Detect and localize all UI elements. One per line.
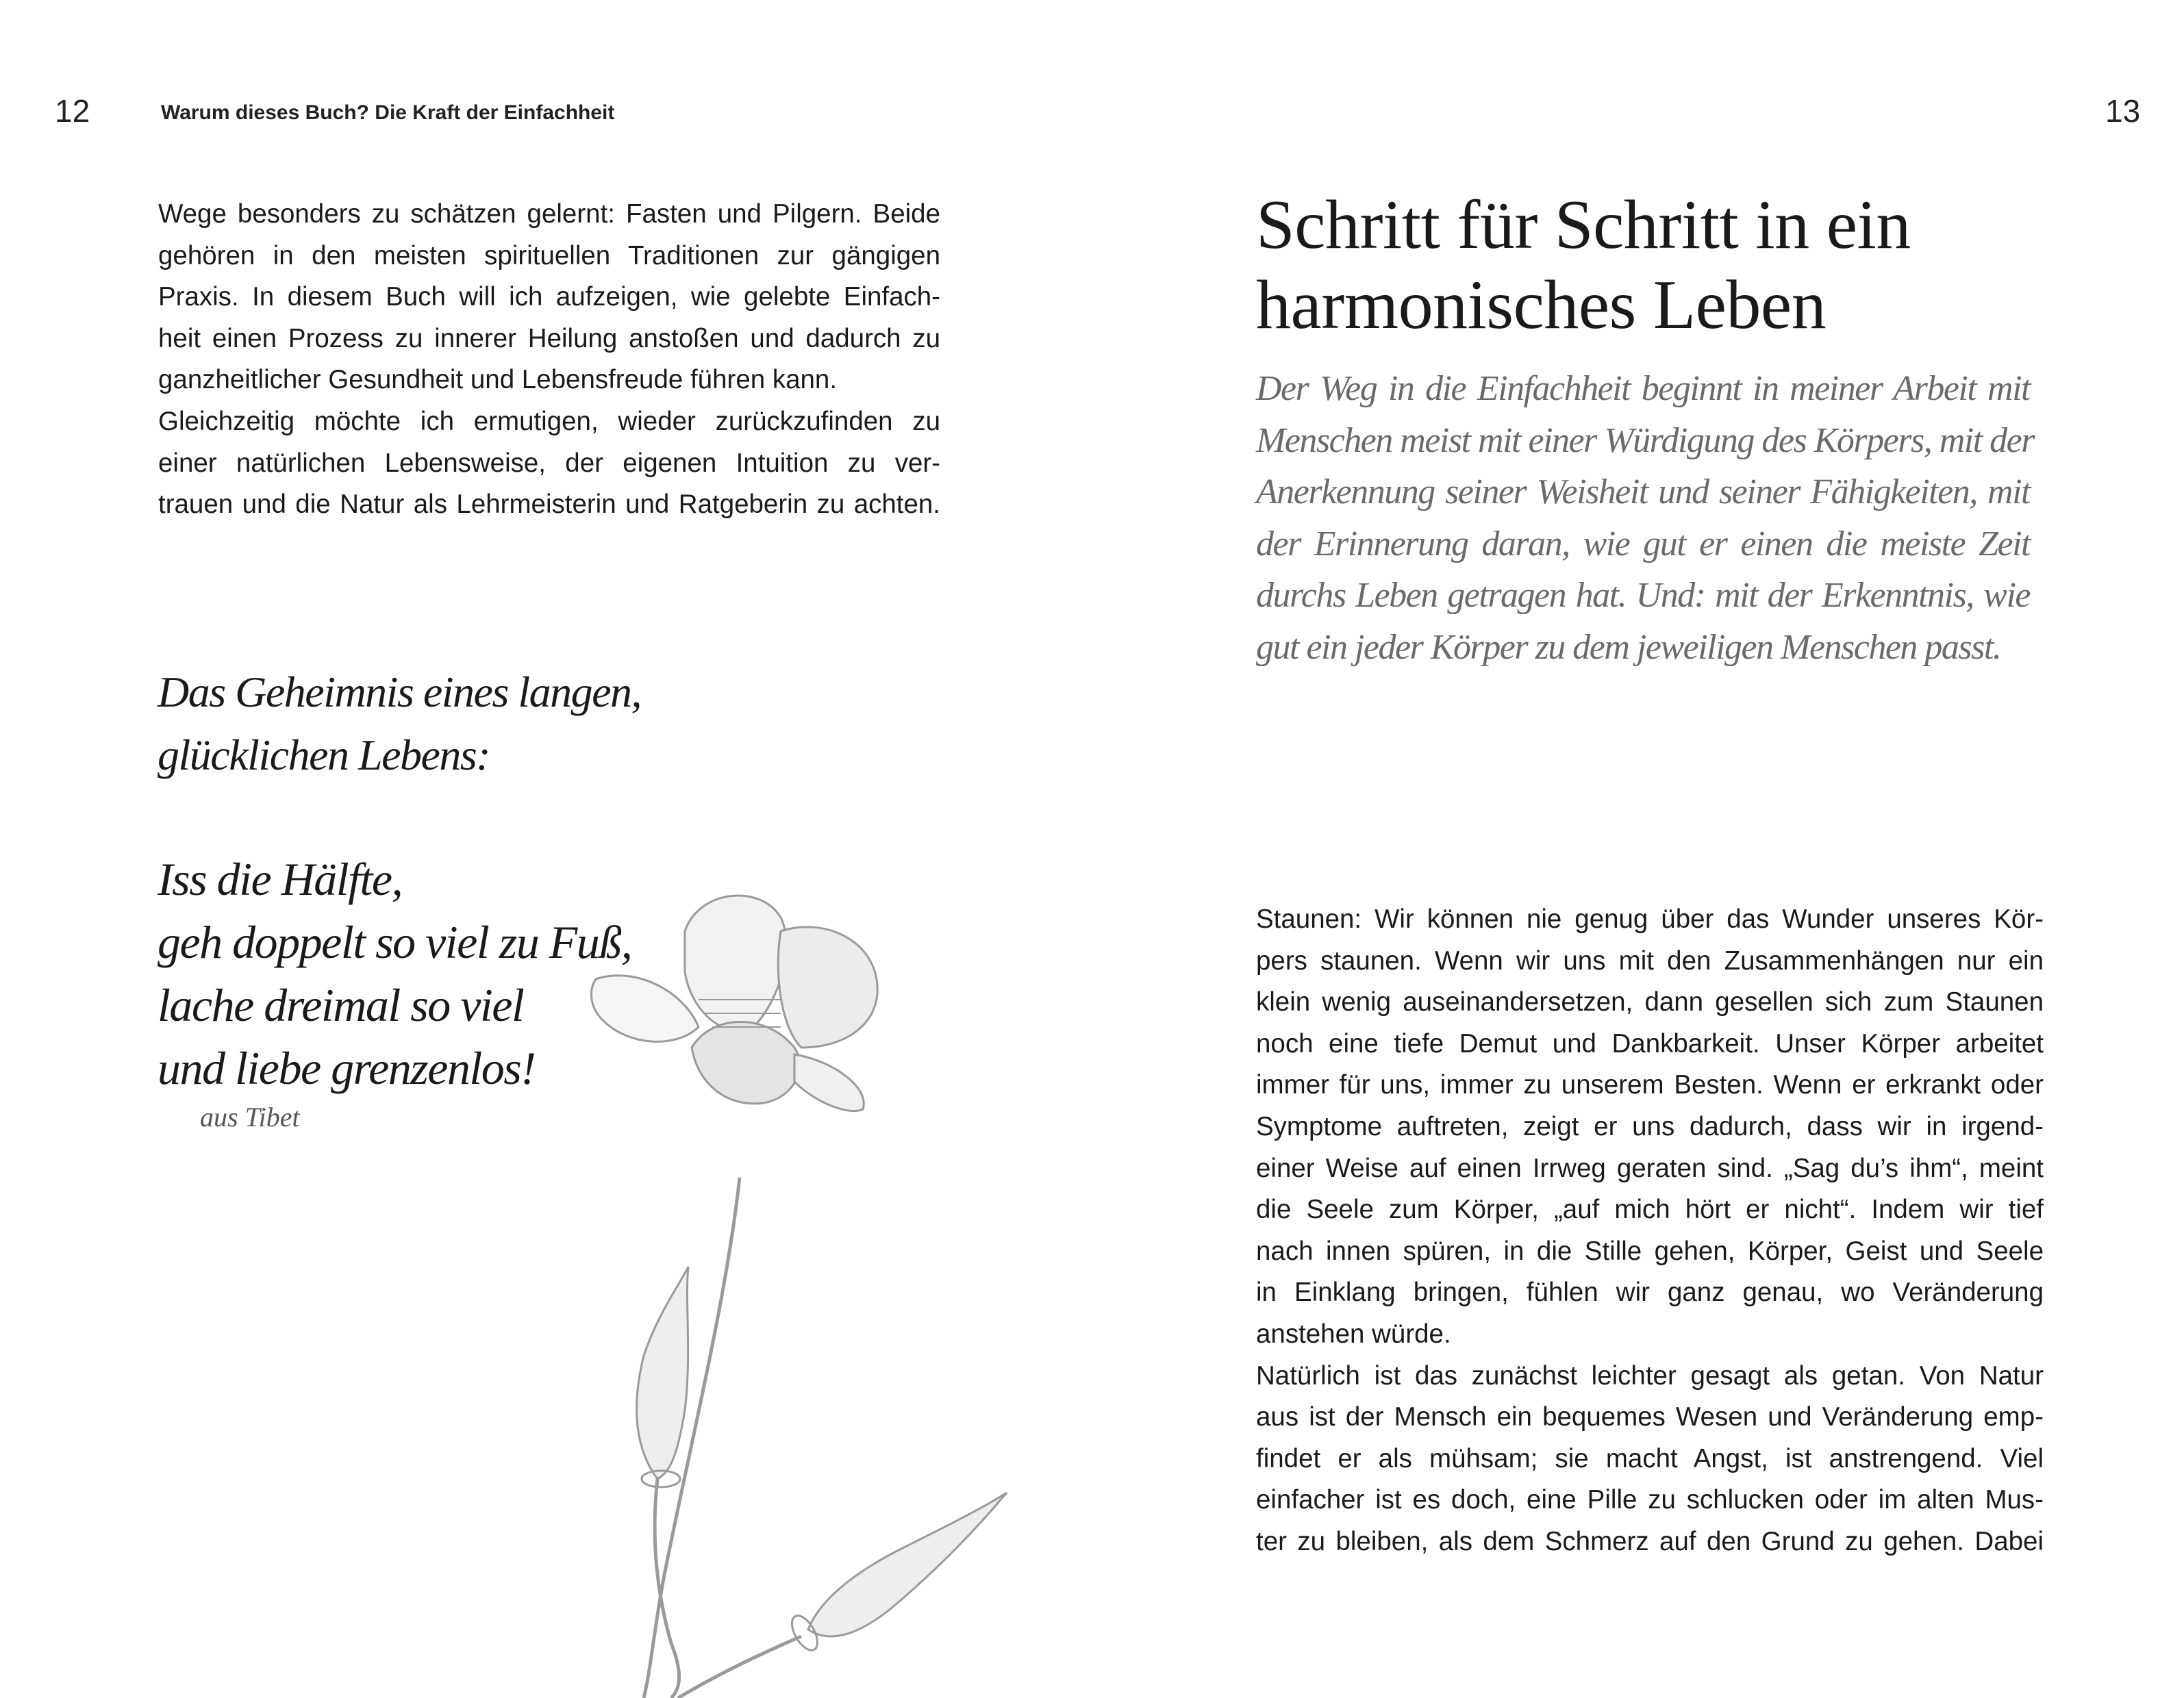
quote-intro-line: glücklichen Lebens:	[158, 731, 490, 779]
quote-intro	[158, 661, 641, 787]
text-line: Anerkennung seiner Weisheit und seiner Fähigkeiten, mit	[1256, 472, 2030, 511]
text-line: Wege besonders zu schätzen gelernt: Fasten und Pilgern. Beide	[158, 199, 940, 229]
text-line: Der Weg in die Einfachheit beginnt in meiner Arbeit mit	[1256, 369, 2030, 408]
text-line: Symptome auftreten, zeigt er uns dadurch, dass wir in irgend-	[1256, 1111, 2044, 1141]
text-line: pers staunen. Wenn wir uns mit den Zusammenhängen nur ein	[1256, 946, 2044, 976]
text-line: Natürlich ist das zunächst leichter gesagt als getan. Von Natur	[1256, 1360, 2044, 1391]
text-line: aus ist der Mensch ein bequemes Wesen und Veränderung emp-	[1256, 1402, 2044, 1432]
page-number-right: 13	[2105, 93, 2141, 129]
left-body-text	[158, 194, 940, 526]
text-line: Staunen: Wir können nie genug über das Wunder unseres Kör-	[1256, 904, 2044, 934]
text-line: in Einklang bringen, fühlen wir ganz genau, wo Veränderung	[1256, 1278, 2044, 1308]
chapter-heading-line: Schritt für Schritt in ein	[1256, 186, 1911, 264]
text-line: gut ein jeder Körper zu dem jeweiligen Menschen passt.	[1256, 627, 2001, 667]
text-line: gehören in den meisten spirituellen Traditionen zur gängigen	[158, 240, 940, 270]
chapter-heading-line: harmonisches Leben	[1256, 266, 1827, 344]
text-line: ganzheitlicher Gesundheit und Lebensfreude führen kann.	[158, 365, 838, 395]
quote-source: aus Tibet	[200, 1102, 300, 1132]
text-line: durchs Leben getragen hat. Und: mit der Erkenntnis, wie	[1256, 576, 2030, 615]
poppy-flower-illustration	[575, 890, 1014, 1698]
quote-intro-line: Das Geheimnis eines langen,	[158, 668, 642, 716]
text-line: Praxis. In diesem Buch will ich aufzeigen, wie gelebte Einfach-	[158, 282, 940, 312]
running-head: Warum dieses Buch? Die Kraft der Einfachheit	[161, 101, 615, 124]
text-line: anstehen würde.	[1256, 1319, 1451, 1349]
text-line: einer Weise auf einen Irrweg geraten sind. „Sag du’s ihm“, meint	[1256, 1153, 2044, 1183]
chapter-heading	[1256, 185, 1911, 345]
text-line: einfacher ist es doch, eine Pille zu schlucken oder im alten Mus-	[1256, 1485, 2044, 1515]
text-line: heit einen Prozess zu innerer Heilung anstoßen und dadurch zu	[158, 323, 940, 353]
text-line: trauen und die Natur als Lehrmeisterin und Ratgeberin zu achten.	[158, 490, 940, 520]
text-line: ter zu bleiben, als dem Schmerz auf den Grund zu gehen. Dabei	[1256, 1526, 2044, 1556]
poem-line: und liebe grenzenlos!	[158, 1042, 536, 1094]
right-body-text	[1256, 899, 2044, 1563]
text-line: klein wenig auseinandersetzen, dann gesellen sich zum Staunen	[1256, 987, 2044, 1017]
text-line: immer für uns, immer zu unserem Besten. Wenn er erkrankt oder	[1256, 1070, 2044, 1100]
page-number-left: 12	[55, 93, 90, 129]
text-line: Menschen meist mit einer Würdigung des Körpers, mit der	[1256, 420, 2034, 460]
poem-line: Iss die Hälfte,	[158, 853, 403, 905]
text-line: die Seele zum Körper, „auf mich hört er nicht“. Indem wir tief	[1256, 1195, 2044, 1225]
text-line: Gleichzeitig möchte ich ermutigen, wieder zurückzufinden zu	[158, 406, 940, 436]
text-line: nach innen spüren, in die Stille gehen, Körper, Geist und Seele	[1256, 1236, 2044, 1266]
poem-line: lache dreimal so viel	[158, 979, 524, 1031]
text-line: findet er als mühsam; sie macht Angst, ist anstrengend. Viel	[1256, 1443, 2044, 1473]
text-line: einer natürlichen Lebensweise, der eigenen Intuition zu ver-	[158, 448, 940, 478]
text-line: der Erinnerung daran, wie gut er einen die meiste Zeit	[1256, 524, 2030, 563]
lead-paragraph	[1256, 363, 2034, 673]
text-line: noch eine tiefe Demut und Dankbarkeit. Unser Körper arbeitet	[1256, 1028, 2044, 1059]
poem-line: geh doppelt so viel zu Fuß,	[158, 916, 632, 968]
poem	[158, 848, 631, 1100]
